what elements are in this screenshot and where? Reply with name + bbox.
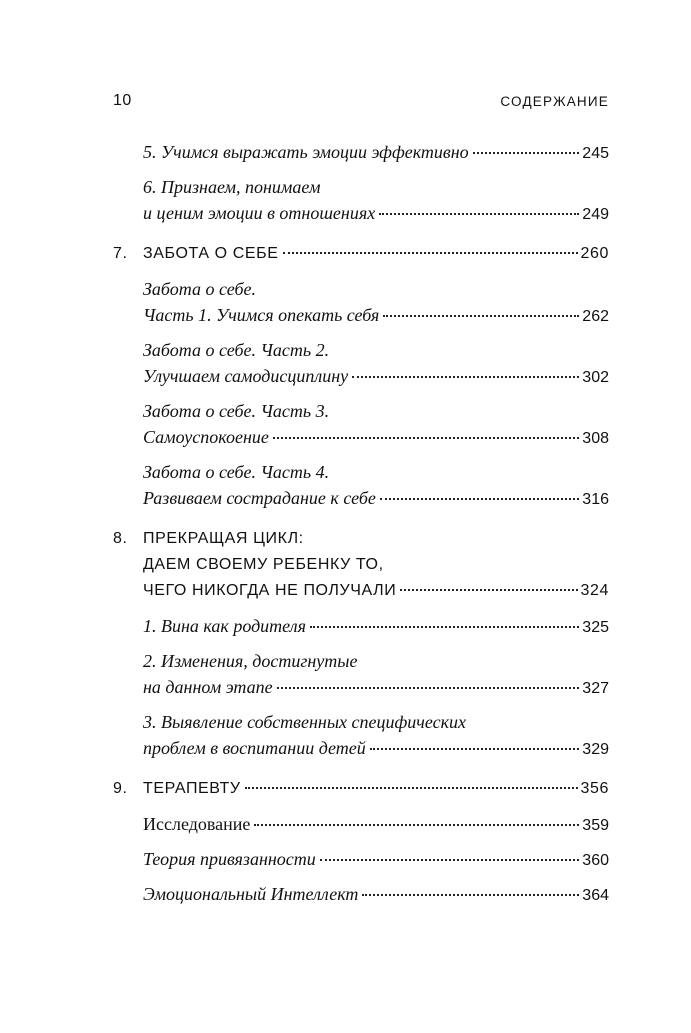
toc-entry-title: Эмоциональный Интеллект <box>143 884 359 904</box>
toc-entry-line <box>143 611 609 641</box>
toc-page-number: 260 <box>580 245 609 262</box>
dot-leader <box>254 824 579 826</box>
toc-page-number: 356 <box>580 780 609 797</box>
toc-entry-line <box>143 361 609 391</box>
dot-leader <box>400 589 577 591</box>
chapter-title: ЧЕГО НИКОГДА НЕ ПОЛУЧАЛИ <box>143 582 397 599</box>
dot-leader <box>273 437 579 439</box>
toc-page-number: 325 <box>582 619 609 636</box>
toc-entry-line <box>143 576 609 606</box>
dot-leader <box>283 252 578 254</box>
chapter-title: ПРЕКРАЩАЯ ЦИКЛ: <box>143 530 304 547</box>
toc-entry-line <box>143 137 609 167</box>
dot-leader <box>310 626 579 628</box>
toc-entry-line <box>143 809 609 839</box>
dot-leader <box>277 687 580 689</box>
toc-entry-title: Теория привязанности <box>143 849 316 869</box>
toc-page-number: 329 <box>582 741 609 758</box>
chapter-title: ТЕРАПЕВТУ <box>143 780 241 797</box>
dot-leader <box>379 213 579 215</box>
chapter-number: 9. <box>113 780 128 797</box>
toc-entry-title: Часть 1. Учимся опекать себя <box>143 305 380 325</box>
toc-page-number: 359 <box>582 817 609 834</box>
toc-page-number: 245 <box>582 145 609 162</box>
dot-leader <box>473 152 580 154</box>
toc-entry-title: Забота о себе. <box>143 279 256 299</box>
toc-page-number: 327 <box>582 680 609 697</box>
running-head: СОДЕРЖАНИЕ <box>500 94 609 109</box>
dot-leader <box>370 748 580 750</box>
toc-entry-title: Забота о себе. Часть 4. <box>143 462 330 482</box>
chapter-number: 7. <box>113 245 128 262</box>
toc-entry-title: проблем в воспитании детей <box>143 738 366 758</box>
toc-entry-title: Улучшаем самодисциплину <box>143 366 349 386</box>
toc-entry-line <box>143 422 609 452</box>
toc-page-number: 262 <box>582 308 609 325</box>
toc-page-number: 302 <box>582 369 609 386</box>
dot-leader <box>352 376 579 378</box>
toc-page-number: 324 <box>580 582 609 599</box>
toc-entry-title: 2. Изменения, достигнутые <box>143 651 358 671</box>
toc-page-number: 364 <box>582 887 609 904</box>
toc-entry-title: Исследование <box>143 814 251 834</box>
toc-entry-line <box>143 879 609 909</box>
page-header <box>113 92 609 116</box>
toc-entry-title: Развиваем сострадание к себе <box>143 488 376 508</box>
toc-entry-title: Забота о себе. Часть 2. <box>143 340 330 360</box>
toc-entry-title: и ценим эмоции в отношениях <box>143 203 376 223</box>
chapter-number: 8. <box>113 530 128 547</box>
toc-entry-line <box>143 483 609 513</box>
toc-page-number: 360 <box>582 852 609 869</box>
dot-leader <box>380 498 579 500</box>
toc-entry-title: Самоуспокоение <box>143 427 269 447</box>
toc-entry-title: 3. Выявление собственных специфических <box>143 712 467 732</box>
toc-entry-line <box>143 672 609 702</box>
toc-entry-line <box>143 239 609 269</box>
toc-entry-title: 6. Признаем, понимаем <box>143 177 321 197</box>
dot-leader <box>245 787 578 789</box>
dot-leader <box>362 894 579 896</box>
toc-entry-line <box>143 844 609 874</box>
dot-leader <box>320 859 580 861</box>
chapter-title: ЗАБОТА О СЕБЕ <box>143 245 279 262</box>
page-number: 10 <box>113 92 132 109</box>
chapter-title: ДАЕМ СВОЕМУ РЕБЕНКУ ТО, <box>143 556 384 573</box>
toc-page-number: 316 <box>582 491 609 508</box>
toc-entry-title: 1. Вина как родителя <box>143 616 306 636</box>
toc-entry-title: Забота о себе. Часть 3. <box>143 401 330 421</box>
toc-page-number: 308 <box>582 430 609 447</box>
toc-entry-title: 5. Учимся выражать эмоции эффективно <box>143 142 469 162</box>
toc-entry-line <box>143 198 609 228</box>
toc-entry-title: на данном этапе <box>143 677 273 697</box>
toc-entry-line <box>143 774 609 804</box>
toc-page-number: 249 <box>582 206 609 223</box>
dot-leader <box>383 315 579 317</box>
toc-entry-line <box>143 300 609 330</box>
toc-entry-line <box>143 733 609 763</box>
